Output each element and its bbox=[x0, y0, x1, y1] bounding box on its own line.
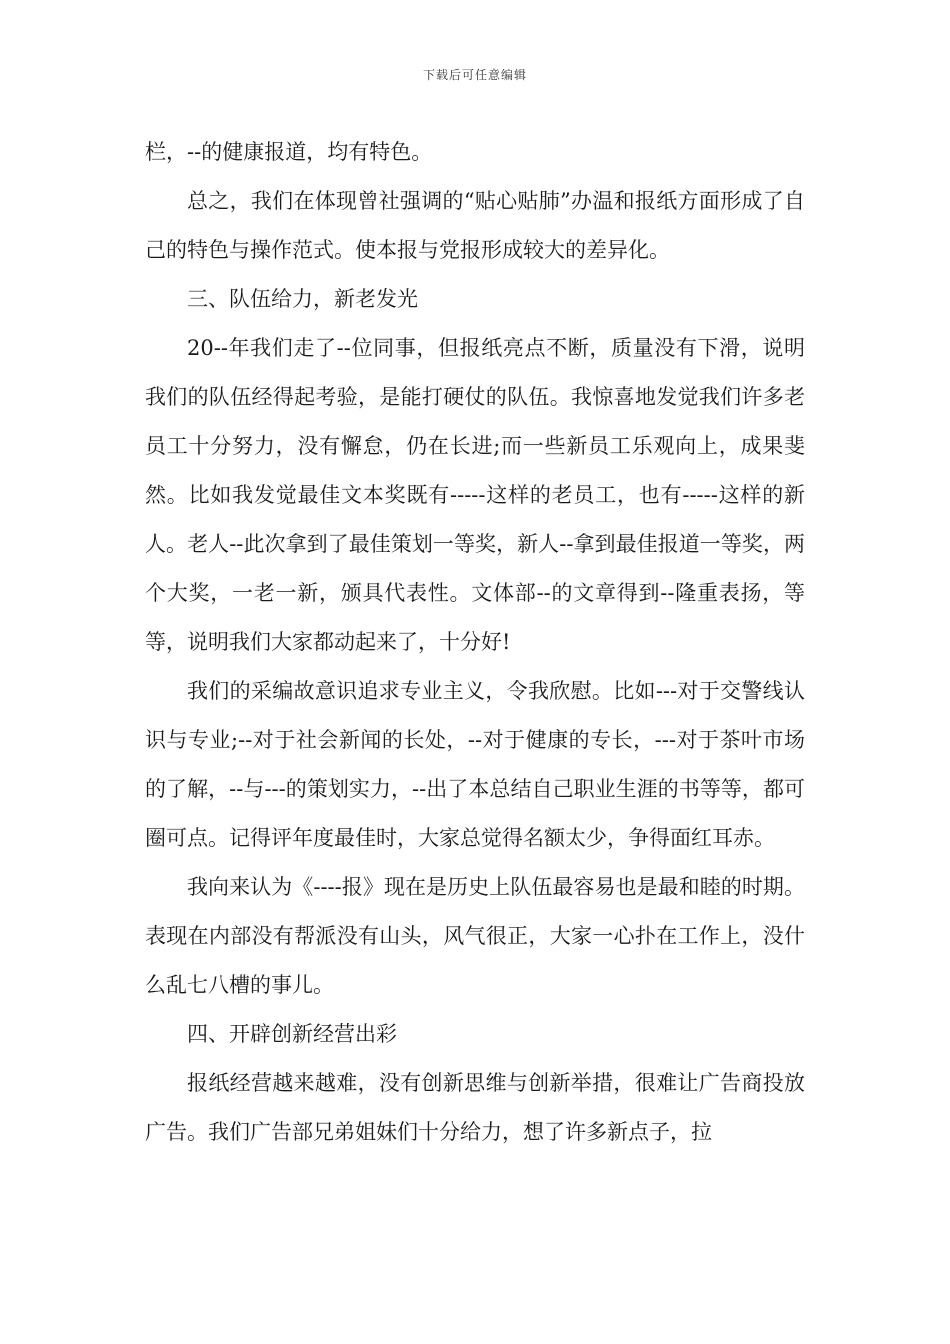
paragraph-continuation: 栏，--的健康报道，均有特色。 bbox=[145, 140, 433, 164]
paragraph: 我们的采编故意识追求专业主义，令我欣慰。比如---对于交警线认识与专业;--对于社会新闻的长处，--对于健康的专长，---对于茶叶市场的了解，--与---的策划实力，--出了本总结自己职业生涯的书等等，都可圈可点。记得评年度最佳时，大家总觉得名额太少，争得面红耳赤。 bbox=[145, 679, 805, 850]
paragraph: 20--年我们走了--位同事，但报纸亮点不断，质量没有下滑，说明我们的队伍经得起考验，是能打硬仗的队伍。我惊喜地发觉我们许多老员工十分努力，没有懈怠，仍在长进;而一些新员工乐观向上，成果斐然。比如我发觉最佳文本奖既有-----这样的老员工，也有-----这样的新人。老人--此次拿到了最佳策划一等奖，新人--拿到最佳报道一等奖，两个大奖，一老一新，颁具代表性。文体部--的文章得到--隆重表扬，等等，说明我们大家都动起来了，十分好! bbox=[145, 336, 805, 654]
section-heading: 四、开辟创新经营出彩 bbox=[187, 1022, 397, 1046]
paragraph: 我向来认为《----报》现在是历史上队伍最容易也是最和睦的时期。表现在内部没有帮派没有山头，风气很正，大家一心扑在工作上，没什么乱七八槽的事儿。 bbox=[145, 875, 805, 997]
paragraph: 总之，我们在体现曾社强调的“贴心贴肺”办温和报纸方面形成了自己的特色与操作范式。使本报与党报形成较大的差异化。 bbox=[145, 189, 805, 262]
page-header-note: 下载后可任意编辑 bbox=[422, 68, 527, 82]
section-heading: 三、队伍给力，新老发光 bbox=[187, 287, 418, 311]
document-body bbox=[145, 128, 805, 1157]
paragraph: 报纸经营越来越难，没有创新思维与创新举措，很难让广告商投放广告。我们广告部兄弟姐妹们十分给力，想了许多新点子，拉 bbox=[145, 1071, 805, 1144]
